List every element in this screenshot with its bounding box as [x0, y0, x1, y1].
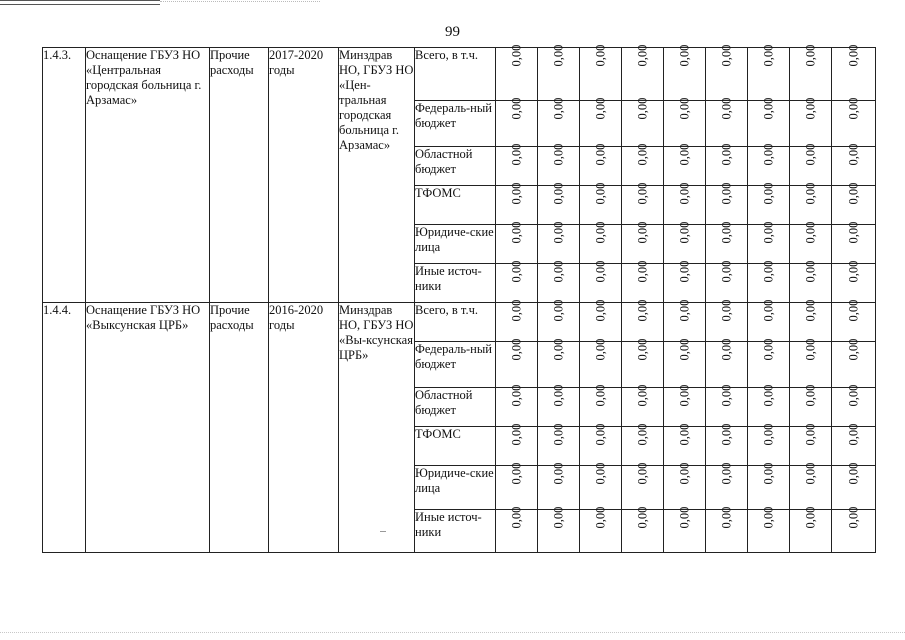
funding-value-text: 0,00 — [551, 384, 565, 407]
funding-value-text: 0,00 — [761, 44, 775, 67]
funding-value — [832, 506, 876, 553]
funding-source: Областной бюджет — [415, 147, 496, 186]
funding-value-text: 0,00 — [509, 44, 523, 67]
funding-value — [790, 143, 832, 186]
funding-value-text: 0,00 — [719, 182, 733, 205]
funding-value — [538, 182, 580, 225]
funding-value — [832, 384, 876, 427]
funding-value-text: 0,00 — [635, 221, 649, 244]
funding-value — [664, 423, 706, 466]
table-row — [43, 303, 876, 342]
funding-source: Иные источ-ники — [415, 264, 496, 303]
stray-mark — [380, 531, 386, 532]
funding-value-text: 0,00 — [635, 97, 649, 120]
funding-value-text: 0,00 — [593, 384, 607, 407]
funding-value-text: 0,00 — [803, 506, 817, 529]
funding-value-text: 0,00 — [846, 97, 860, 120]
funding-source: Федераль-ный бюджет — [415, 342, 496, 388]
funding-value — [538, 462, 580, 510]
funding-value — [580, 44, 622, 101]
funding-value-text: 0,00 — [635, 299, 649, 322]
funding-value-text: 0,00 — [677, 44, 691, 67]
funding-value-text: 0,00 — [719, 506, 733, 529]
funding-value-text: 0,00 — [803, 299, 817, 322]
funding-value-text: 0,00 — [846, 506, 860, 529]
funding-value-text: 0,00 — [761, 182, 775, 205]
funding-value — [748, 299, 790, 342]
funding-value-text: 0,00 — [551, 143, 565, 166]
funding-value — [790, 384, 832, 427]
funding-value — [496, 182, 538, 225]
funding-value-text: 0,00 — [761, 221, 775, 244]
funding-value-text: 0,00 — [719, 338, 733, 361]
funding-value — [748, 338, 790, 388]
executor: Минздрав НО, ГБУЗ НО «Цен-тральная городская больница г. Арзамас» — [339, 48, 415, 303]
funding-value — [664, 44, 706, 101]
funding-value-text: 0,00 — [803, 44, 817, 67]
funding-value — [538, 506, 580, 553]
funding-value — [496, 338, 538, 388]
funding-value — [622, 423, 664, 466]
measure-name: Оснащение ГБУЗ НО «Выксунская ЦРБ» — [86, 303, 210, 553]
funding-value — [790, 338, 832, 388]
funding-value-text: 0,00 — [593, 462, 607, 485]
funding-value-text: 0,00 — [719, 97, 733, 120]
funding-value-text: 0,00 — [635, 338, 649, 361]
funding-source: Федераль-ный бюджет — [415, 101, 496, 147]
funding-value-text: 0,00 — [593, 97, 607, 120]
measure-number: 1.4.4. — [43, 303, 86, 553]
funding-value-text: 0,00 — [719, 221, 733, 244]
expense-type: Прочие расходы — [210, 303, 269, 553]
funding-value — [538, 384, 580, 427]
executor: Минздрав НО, ГБУЗ НО «Вы-ксунская ЦРБ» — [339, 303, 415, 553]
funding-value — [832, 462, 876, 510]
funding-value — [496, 97, 538, 147]
funding-value-text: 0,00 — [803, 221, 817, 244]
funding-value — [706, 423, 748, 466]
funding-value — [538, 299, 580, 342]
funding-value — [706, 182, 748, 225]
funding-value-text: 0,00 — [593, 44, 607, 67]
funding-value — [706, 260, 748, 303]
funding-value — [790, 97, 832, 147]
funding-value-text: 0,00 — [635, 44, 649, 67]
funding-value — [748, 260, 790, 303]
funding-value-text: 0,00 — [677, 143, 691, 166]
funding-value — [664, 299, 706, 342]
funding-value-text: 0,00 — [719, 260, 733, 283]
funding-value — [790, 506, 832, 553]
funding-value — [580, 299, 622, 342]
funding-value-text: 0,00 — [635, 182, 649, 205]
funding-value-text: 0,00 — [761, 260, 775, 283]
funding-value-text: 0,00 — [593, 338, 607, 361]
funding-value-text: 0,00 — [677, 97, 691, 120]
funding-value-text: 0,00 — [846, 423, 860, 446]
funding-value-text: 0,00 — [677, 384, 691, 407]
funding-value-text: 0,00 — [509, 423, 523, 446]
measure-name: Оснащение ГБУЗ НО «Центральная городская больница г. Арзамас» — [86, 48, 210, 303]
funding-value-text: 0,00 — [677, 338, 691, 361]
funding-value — [496, 44, 538, 101]
measure-number: 1.4.3. — [43, 48, 86, 303]
funding-source: Областной бюджет — [415, 388, 496, 427]
funding-value-text: 0,00 — [677, 299, 691, 322]
funding-value-text: 0,00 — [593, 221, 607, 244]
funding-value-text: 0,00 — [635, 462, 649, 485]
funding-value-text: 0,00 — [551, 221, 565, 244]
funding-value — [664, 260, 706, 303]
funding-value-text: 0,00 — [846, 143, 860, 166]
funding-value — [496, 462, 538, 510]
funding-value — [664, 97, 706, 147]
funding-source: ТФОМС — [415, 186, 496, 225]
funding-value-text: 0,00 — [761, 423, 775, 446]
funding-value — [538, 221, 580, 264]
funding-value — [790, 299, 832, 342]
funding-value — [706, 221, 748, 264]
funding-value-text: 0,00 — [803, 462, 817, 485]
funding-value — [622, 462, 664, 510]
top-rule — [0, 0, 160, 5]
funding-value — [496, 506, 538, 553]
funding-value-text: 0,00 — [803, 260, 817, 283]
funding-value — [664, 221, 706, 264]
funding-value — [580, 423, 622, 466]
funding-value-text: 0,00 — [551, 462, 565, 485]
funding-value-text: 0,00 — [719, 423, 733, 446]
funding-value — [790, 462, 832, 510]
funding-value-text: 0,00 — [551, 338, 565, 361]
funding-value-text: 0,00 — [803, 338, 817, 361]
funding-value — [580, 221, 622, 264]
funding-value — [832, 143, 876, 186]
funding-value — [706, 462, 748, 510]
page-number: 99 — [445, 24, 460, 40]
funding-value — [664, 143, 706, 186]
funding-value — [664, 384, 706, 427]
funding-value-text: 0,00 — [509, 384, 523, 407]
funding-value — [832, 299, 876, 342]
funding-value-text: 0,00 — [719, 299, 733, 322]
funding-value — [790, 221, 832, 264]
funding-value-text: 0,00 — [677, 182, 691, 205]
funding-value-text: 0,00 — [635, 423, 649, 446]
funding-value — [664, 462, 706, 510]
funding-value-text: 0,00 — [635, 506, 649, 529]
funding-value-text: 0,00 — [719, 143, 733, 166]
funding-value-text: 0,00 — [509, 221, 523, 244]
funding-value-text: 0,00 — [761, 97, 775, 120]
funding-source: Иные источ-ники — [415, 510, 496, 553]
funding-value-text: 0,00 — [846, 44, 860, 67]
funding-value — [622, 260, 664, 303]
funding-value-text: 0,00 — [509, 260, 523, 283]
funding-value-text: 0,00 — [677, 462, 691, 485]
funding-value — [580, 384, 622, 427]
funding-value — [538, 97, 580, 147]
funding-value-text: 0,00 — [677, 506, 691, 529]
funding-value — [622, 221, 664, 264]
funding-value-text: 0,00 — [719, 384, 733, 407]
funding-value-text: 0,00 — [509, 97, 523, 120]
funding-value — [748, 97, 790, 147]
funding-value-text: 0,00 — [677, 260, 691, 283]
funding-value-text: 0,00 — [551, 182, 565, 205]
funding-value-text: 0,00 — [761, 338, 775, 361]
funding-value — [748, 384, 790, 427]
funding-value-text: 0,00 — [635, 143, 649, 166]
funding-value — [496, 221, 538, 264]
funding-value-text: 0,00 — [509, 338, 523, 361]
funding-source: Всего, в т.ч. — [415, 303, 496, 342]
funding-value-text: 0,00 — [677, 221, 691, 244]
funding-value — [538, 260, 580, 303]
funding-value-text: 0,00 — [761, 143, 775, 166]
funding-value — [538, 143, 580, 186]
funding-value — [496, 423, 538, 466]
funding-value-text: 0,00 — [509, 143, 523, 166]
funding-value-text: 0,00 — [846, 299, 860, 322]
funding-value — [706, 338, 748, 388]
funding-value-text: 0,00 — [846, 260, 860, 283]
funding-value — [622, 143, 664, 186]
funding-value — [622, 182, 664, 225]
funding-value — [706, 384, 748, 427]
funding-value — [832, 221, 876, 264]
funding-value-text: 0,00 — [761, 384, 775, 407]
funding-value — [622, 299, 664, 342]
funding-value-text: 0,00 — [593, 299, 607, 322]
funding-value — [832, 338, 876, 388]
funding-value — [832, 423, 876, 466]
funding-value — [538, 338, 580, 388]
funding-value — [664, 182, 706, 225]
funding-value-text: 0,00 — [803, 423, 817, 446]
funding-value — [706, 143, 748, 186]
funding-value-text: 0,00 — [635, 260, 649, 283]
funding-value-text: 0,00 — [509, 506, 523, 529]
funding-value-text: 0,00 — [509, 182, 523, 205]
funding-value — [580, 143, 622, 186]
funding-value — [496, 384, 538, 427]
funding-value — [496, 143, 538, 186]
bottom-scan-line — [0, 632, 905, 633]
funding-value — [748, 462, 790, 510]
funding-value — [580, 462, 622, 510]
funding-value-text: 0,00 — [593, 506, 607, 529]
funding-value-text: 0,00 — [551, 260, 565, 283]
funding-value — [706, 44, 748, 101]
funding-value — [832, 44, 876, 101]
implementation-period: 2016-2020 годы — [269, 303, 339, 553]
funding-value-text: 0,00 — [509, 299, 523, 322]
funding-value-text: 0,00 — [719, 44, 733, 67]
funding-value — [748, 221, 790, 264]
funding-value-text: 0,00 — [593, 260, 607, 283]
funding-value-text: 0,00 — [803, 97, 817, 120]
funding-value — [580, 182, 622, 225]
funding-value-text: 0,00 — [551, 423, 565, 446]
funding-value-text: 0,00 — [846, 182, 860, 205]
funding-value-text: 0,00 — [551, 506, 565, 529]
funding-value-text: 0,00 — [677, 423, 691, 446]
funding-value-text: 0,00 — [846, 221, 860, 244]
funding-source: Юридиче-ские лица — [415, 225, 496, 264]
funding-value — [622, 44, 664, 101]
funding-value — [832, 97, 876, 147]
funding-value — [622, 338, 664, 388]
funding-value — [790, 44, 832, 101]
funding-value — [748, 182, 790, 225]
funding-value-text: 0,00 — [593, 182, 607, 205]
funding-value — [706, 299, 748, 342]
funding-value — [580, 506, 622, 553]
funding-value-text: 0,00 — [635, 384, 649, 407]
funding-value — [748, 506, 790, 553]
funding-value-text: 0,00 — [509, 462, 523, 485]
funding-value — [580, 97, 622, 147]
funding-value — [496, 260, 538, 303]
funding-value-text: 0,00 — [846, 384, 860, 407]
funding-value-text: 0,00 — [803, 384, 817, 407]
funding-value — [748, 143, 790, 186]
funding-value-text: 0,00 — [719, 462, 733, 485]
funding-source: Всего, в т.ч. — [415, 48, 496, 101]
expense-type: Прочие расходы — [210, 48, 269, 303]
funding-value-text: 0,00 — [551, 97, 565, 120]
funding-value — [496, 299, 538, 342]
funding-value-text: 0,00 — [593, 423, 607, 446]
funding-value-text: 0,00 — [593, 143, 607, 166]
funding-value — [664, 338, 706, 388]
funding-value — [748, 44, 790, 101]
funding-value — [664, 506, 706, 553]
budget-table — [42, 44, 876, 553]
funding-value — [622, 506, 664, 553]
funding-value — [748, 423, 790, 466]
funding-source: ТФОМС — [415, 427, 496, 466]
funding-source: Юридиче-ские лица — [415, 466, 496, 510]
funding-value — [790, 423, 832, 466]
funding-value — [790, 182, 832, 225]
table-row — [43, 48, 876, 101]
funding-value — [622, 384, 664, 427]
funding-value — [790, 260, 832, 303]
funding-value — [580, 260, 622, 303]
funding-value — [706, 506, 748, 553]
top-rule-faint — [160, 1, 320, 2]
funding-value-text: 0,00 — [551, 44, 565, 67]
funding-value — [832, 182, 876, 225]
funding-value-text: 0,00 — [551, 299, 565, 322]
funding-value — [538, 44, 580, 101]
funding-value-text: 0,00 — [846, 338, 860, 361]
funding-value — [580, 338, 622, 388]
implementation-period: 2017-2020 годы — [269, 48, 339, 303]
funding-value-text: 0,00 — [761, 506, 775, 529]
funding-value-text: 0,00 — [803, 182, 817, 205]
funding-value-text: 0,00 — [846, 462, 860, 485]
funding-value-text: 0,00 — [761, 462, 775, 485]
funding-value — [538, 423, 580, 466]
funding-value-text: 0,00 — [803, 143, 817, 166]
funding-value-text: 0,00 — [761, 299, 775, 322]
funding-value — [622, 97, 664, 147]
funding-value — [706, 97, 748, 147]
funding-value — [832, 260, 876, 303]
